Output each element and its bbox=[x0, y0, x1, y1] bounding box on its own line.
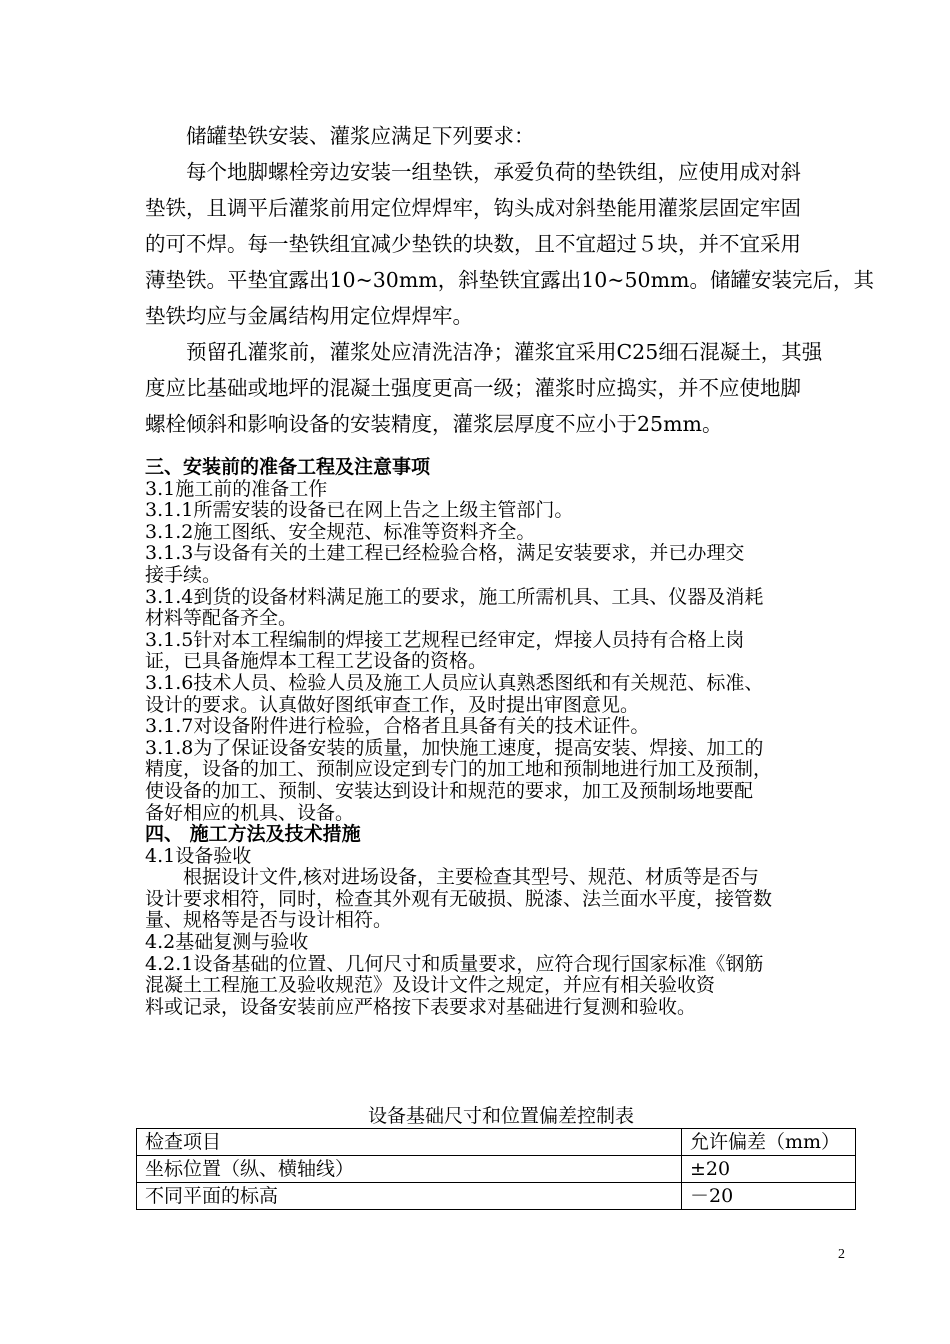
body-line: 接手续。 bbox=[145, 563, 222, 586]
body-line: 使设备的加工、预制、安装达到设计和规范的要求，加工及预制场地要配 bbox=[145, 779, 754, 802]
intro-line: 度应比基础或地坪的混凝土强度更高一级；灌浆时应捣实，并不应使地脚 bbox=[145, 376, 801, 400]
intro-line: 螺栓倾斜和影响设备的安装精度，灌浆层厚度不应小于25mm。 bbox=[145, 412, 723, 436]
table-cell: －20 bbox=[682, 1183, 856, 1210]
section-4 bbox=[145, 824, 857, 1018]
body-line: 设计要求相符，同时，检查其外观有无破损、脱漆、法兰面水平度，接管数 bbox=[145, 887, 773, 910]
body-line: 3.1.1所需安装的设备已在网上告之上级主管部门。 bbox=[145, 499, 574, 522]
body-line: 料或记录，设备安装前应严格按下表要求对基础进行复测和验收。 bbox=[145, 995, 697, 1018]
body-line: 证，已具备施焊本工程工艺设备的资格。 bbox=[145, 650, 488, 673]
body-line: 3.1.3与设备有关的土建工程已经检验合格，满足安装要求，并已办理交 bbox=[145, 542, 745, 565]
body-line: 3.1.4到货的设备材料满足施工的要求，施工所需机具、工具、仪器及消耗 bbox=[145, 585, 764, 608]
body-line: 4.2基础复测与验收 bbox=[145, 930, 309, 953]
intro-line: 预留孔灌浆前，灌浆处应清洗洁净；灌浆宜采用C25细石混凝土，其强 bbox=[186, 340, 823, 364]
table-cell: 坐标位置（纵、横轴线） bbox=[137, 1156, 682, 1183]
table-row bbox=[137, 1156, 856, 1183]
intro-line: 垫铁均应与金属结构用定位焊焊牢。 bbox=[145, 304, 473, 328]
intro-line: 每个地脚螺栓旁边安装一组垫铁，承爱负荷的垫铁组，应使用成对斜 bbox=[186, 160, 801, 184]
intro-paragraphs bbox=[145, 118, 874, 442]
table-header-cell: 允许偏差（mm） bbox=[682, 1129, 856, 1156]
body-line: 4.1设备验收 bbox=[145, 844, 252, 867]
body-line: 材料等配备齐全。 bbox=[145, 607, 298, 630]
body-line: 混凝土工程施工及验收规范》及设计文件之规定，并应有相关验收资 bbox=[145, 974, 716, 997]
intro-line: 垫铁，且调平后灌浆前用定位焊焊牢，钩头成对斜垫能用灌浆层固定牢固 bbox=[145, 196, 801, 220]
intro-line: 的可不焊。每一垫铁组宜减少垫铁的块数，且不宜超过５块，并不宜采用 bbox=[145, 232, 801, 256]
table-cell: 不同平面的标高 bbox=[137, 1183, 682, 1210]
deviation-table bbox=[136, 1128, 856, 1210]
intro-line: 薄垫铁。平垫宜露出10~30mm，斜垫铁宜露出10~50mm。储罐安装完后，其 bbox=[145, 268, 874, 292]
body-line: 3.1施工前的准备工作 bbox=[145, 477, 328, 500]
body-line: 3.1.6技术人员、检验人员及施工人员应认真熟悉图纸和有关规范、标准、 bbox=[145, 671, 764, 694]
body-line: 根据设计文件,核对进场设备，主要检查其型号、规范、材质等是否与 bbox=[145, 866, 760, 889]
table-header-row bbox=[137, 1129, 856, 1156]
section-3 bbox=[145, 457, 857, 824]
body-line: 设计的要求。认真做好图纸审查工作，及时提出审图意见。 bbox=[145, 693, 640, 716]
page-number: 2 bbox=[838, 1247, 845, 1262]
body-line: 精度，设备的加工、预制应设定到专门的加工地和预制地进行加工及预制， bbox=[145, 758, 773, 781]
table-title: 设备基础尺寸和位置偏差控制表 bbox=[367, 1105, 634, 1127]
intro-line: 储罐垫铁安装、灌浆应满足下列要求： bbox=[186, 124, 535, 148]
body-line: 3.1.5针对本工程编制的焊接工艺规程已经审定，焊接人员持有合格上岗 bbox=[145, 628, 745, 651]
section-heading: 三、安装前的准备工程及注意事项 bbox=[145, 456, 431, 478]
body-line: 3.1.8为了保证设备安装的质量，加快施工速度，提高安装、焊接、加工的 bbox=[145, 736, 764, 759]
body-line: 3.1.7对设备附件进行检验，合格者且具备有关的技术证件。 bbox=[145, 715, 650, 738]
section-heading: 四、 施工方法及技术措施 bbox=[145, 823, 361, 845]
body-line: 3.1.2施工图纸、安全规范、标准等资料齐全。 bbox=[145, 520, 536, 543]
table-cell: ±20 bbox=[682, 1156, 856, 1183]
table-row bbox=[137, 1183, 856, 1210]
body-line: 备好相应的机具、设备。 bbox=[145, 801, 355, 824]
body-line: 4.2.1设备基础的位置、几何尺寸和质量要求，应符合现行国家标准《钢筋 bbox=[145, 952, 764, 975]
body-line: 量、规格等是否与设计相符。 bbox=[145, 909, 393, 932]
table-header-cell: 检查项目 bbox=[137, 1129, 682, 1156]
